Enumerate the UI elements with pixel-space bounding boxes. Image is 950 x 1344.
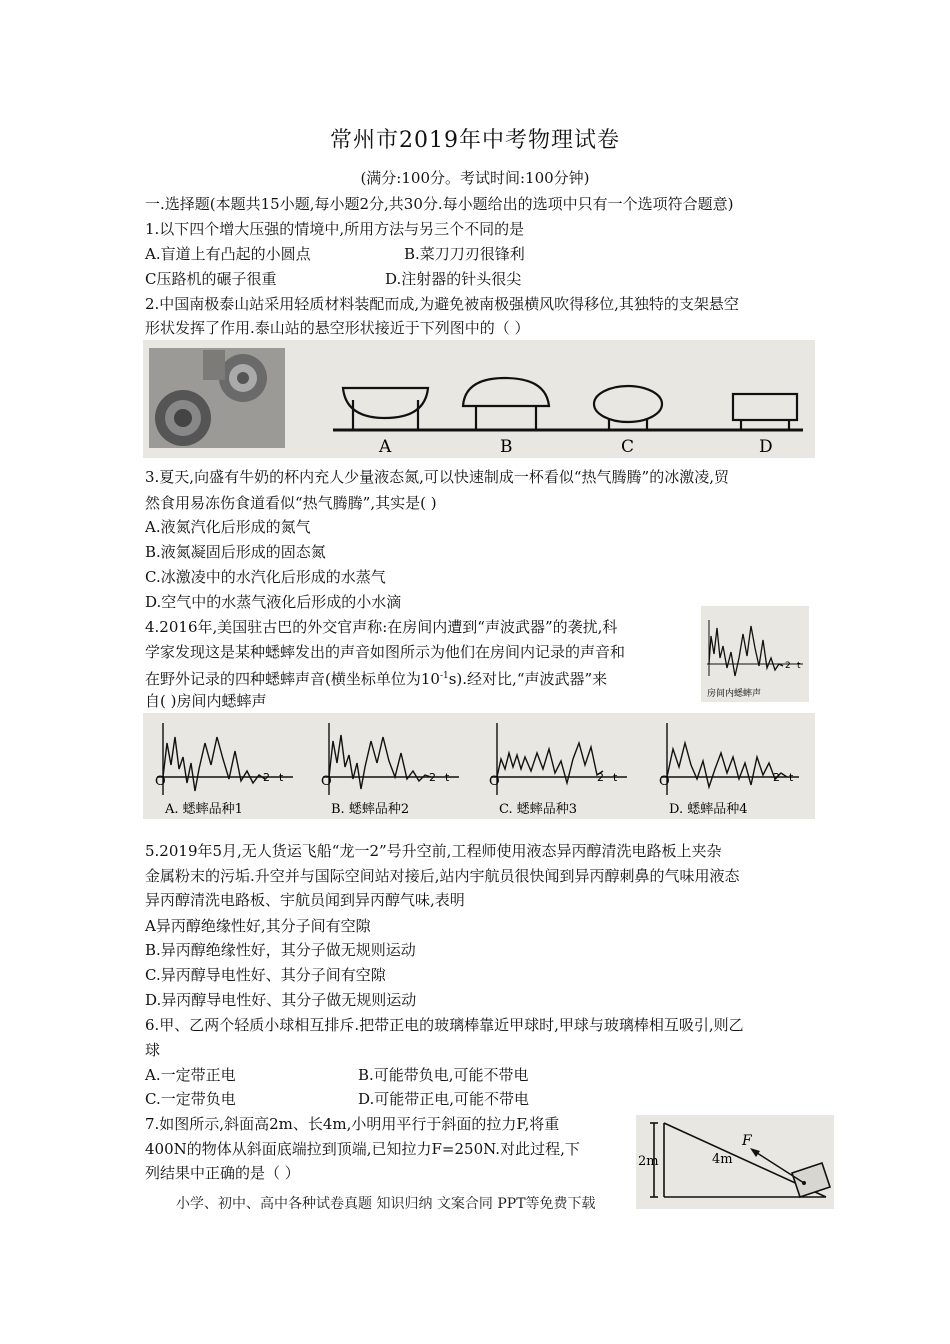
caption-d: D. 蟋蟀品种4	[669, 802, 748, 817]
q6-option-b: B.可能带负电,可能不带电	[358, 1066, 529, 1084]
svg-text:O: O	[321, 774, 332, 789]
svg-text:2: 2	[429, 771, 436, 784]
svg-text:2: 2	[773, 771, 780, 784]
svg-text:t: t	[613, 771, 618, 784]
svg-text:O: O	[489, 774, 500, 789]
q4-stem-line3: 在野外记录的四种蟋蟀声音(横坐标单位为$10^{-1}s$).经对比,“声波武器”来	[145, 670, 608, 688]
q2-stem-line1: 2.中国南极泰山站采用轻质材料装配而成,为避免被南极强横风吹得移位,其独特的支架悬空	[145, 295, 739, 313]
q2-figure-svg	[143, 340, 815, 458]
q6-stem-line2: 球	[145, 1041, 161, 1059]
wave-a	[157, 723, 293, 795]
q5-option-d: D.异丙醇导电性好、其分子做无规则运动	[145, 991, 417, 1009]
shape-d	[733, 394, 797, 430]
wave-d	[661, 723, 799, 795]
q1-option-a: A.盲道上有凸起的小圆点	[145, 245, 311, 263]
q3-stem-line1: 3.夏天,向盛有牛奶的杯内充人少量液态氮,可以快速制成一杯看似“热气腾腾”的冰激凌,贸	[145, 468, 729, 486]
q1-stem: 1.以下四个增大压强的情境中,所用方法与另三个不同的是	[145, 220, 525, 238]
shape-a	[343, 388, 428, 430]
page-title: 常州市2019年中考物理试卷	[330, 128, 620, 153]
svg-text:t: t	[797, 661, 801, 671]
caption-c: C. 蟋蟀品种3	[499, 802, 578, 817]
q7-stem-line3: 列结果中正确的是（ ）	[145, 1164, 300, 1182]
q5-stem-line2: 金属粉末的污垢.升空并与国际空间站对接后,站内宇航员很快闻到异丙醇刺鼻的气味用液态	[145, 867, 740, 885]
q3-option-b: B.液氮凝固后形成的固态氮	[145, 543, 326, 561]
svg-text:t: t	[279, 771, 284, 784]
q1-option-c: C压路机的碾子很重	[145, 270, 277, 288]
cricket-sound-figures	[143, 713, 815, 819]
q6-option-d: D.可能带正电,可能不带电	[358, 1090, 530, 1108]
q6-option-c: C.一定带负电	[145, 1090, 236, 1108]
label-c: C	[621, 437, 635, 457]
q6-option-a: A.一定带正电	[145, 1066, 236, 1084]
height-label: 2m	[638, 1154, 659, 1169]
length-label: 4m	[712, 1152, 733, 1167]
svg-text:2: 2	[263, 771, 270, 784]
q4-stem-line2: 学家发现这是某种蟋蟀发出的声音如图所示为他们在房间内记录的声音和	[145, 643, 626, 661]
q3-option-c: C.冰激凌中的水汽化后形成的水蒸气	[145, 568, 386, 586]
q4-stem-line1: 4.2016年,美国驻古巴的外交官声称:在房间内遭到“声波武器”的袭扰,科	[145, 618, 618, 636]
room-caption: 房间内蟋蟀声	[707, 689, 762, 699]
q5-stem-line3: 异丙醇清洗电路板、宇航员闻到异丙醇气味,表明	[145, 891, 465, 909]
q1-option-d: D.注射器的针头很尖	[385, 270, 522, 288]
q6-stem-line1: 6.甲、乙两个轻质小球相互排斥.把带正电的玻璃棒靠近甲球时,甲球与玻璃棒相互吸引,则乙	[145, 1016, 744, 1034]
wave-b	[323, 723, 459, 795]
q3-option-a: A.液氮汽化后形成的氮气	[145, 518, 311, 536]
q3-option-d: D.空气中的水蒸气液化后形成的小水滴	[145, 593, 402, 611]
svg-text:t: t	[789, 771, 794, 784]
q5-option-b: B.异丙醇绝缘性好，其分子做无规则运动	[145, 941, 416, 959]
q1-option-b: B.菜刀刀刃很锋利	[404, 245, 525, 263]
exam-info: (满分:100分。考试时间:100分钟)	[360, 169, 590, 187]
q7-stem-line2: 400N的物体从斜面底端拉到顶端,已知拉力F=250N.对此过程,下	[145, 1140, 580, 1158]
wave-c	[491, 723, 627, 795]
q5-option-c: C.异丙醇导电性好、其分子间有空隙	[145, 966, 386, 984]
shape-c	[594, 386, 662, 430]
q4-stem-line4: 自( )房间内蟋蟀声	[145, 692, 267, 710]
q2-stem-line2: 形状发挥了作用.泰山站的悬空形状接近于下列图中的（ ）	[145, 319, 530, 337]
q2-figure	[143, 340, 815, 458]
q7-stem-line1: 7.如图所示,斜面高2m、长4m,小明用平行于斜面的拉力F,将重	[145, 1115, 560, 1133]
station-photo	[149, 348, 285, 448]
svg-text:2: 2	[597, 771, 604, 784]
caption-b: B. 蟋蟀品种2	[331, 802, 410, 817]
label-d: D	[759, 437, 773, 457]
q5-option-a: A异丙醇绝缘性好,其分子间有空隙	[145, 917, 371, 935]
label-b: B	[500, 437, 513, 457]
block	[792, 1163, 830, 1197]
q5-stem-line1: 5.2019年5月,无人货运飞船“龙一2”号升空前,工程师使用液态异丙醇清洗电路板上夹杂	[145, 842, 722, 860]
room-sound-figure	[701, 606, 809, 702]
force-label: F	[742, 1133, 752, 1149]
label-a: A	[379, 437, 392, 457]
svg-text:2: 2	[785, 661, 791, 671]
svg-text:O: O	[659, 774, 670, 789]
svg-text:O: O	[155, 774, 166, 789]
svg-text:t: t	[445, 771, 450, 784]
shape-b	[463, 378, 549, 430]
section-heading: 一.选择题(本题共15小题,每小题2分,共30分.每小题给出的选项中只有一个选项符合题意)	[145, 195, 734, 213]
q3-stem-line2: 然食用易冻伤食道看似“热气腾腾”,其实是( )	[145, 494, 437, 512]
caption-a: A. 蟋蟀品种1	[165, 802, 243, 817]
footer-note: 小学、初中、高中各种试卷真题 知识归纳 文案合同 PPT等免费下载	[176, 1196, 596, 1212]
incline-figure	[636, 1115, 834, 1209]
